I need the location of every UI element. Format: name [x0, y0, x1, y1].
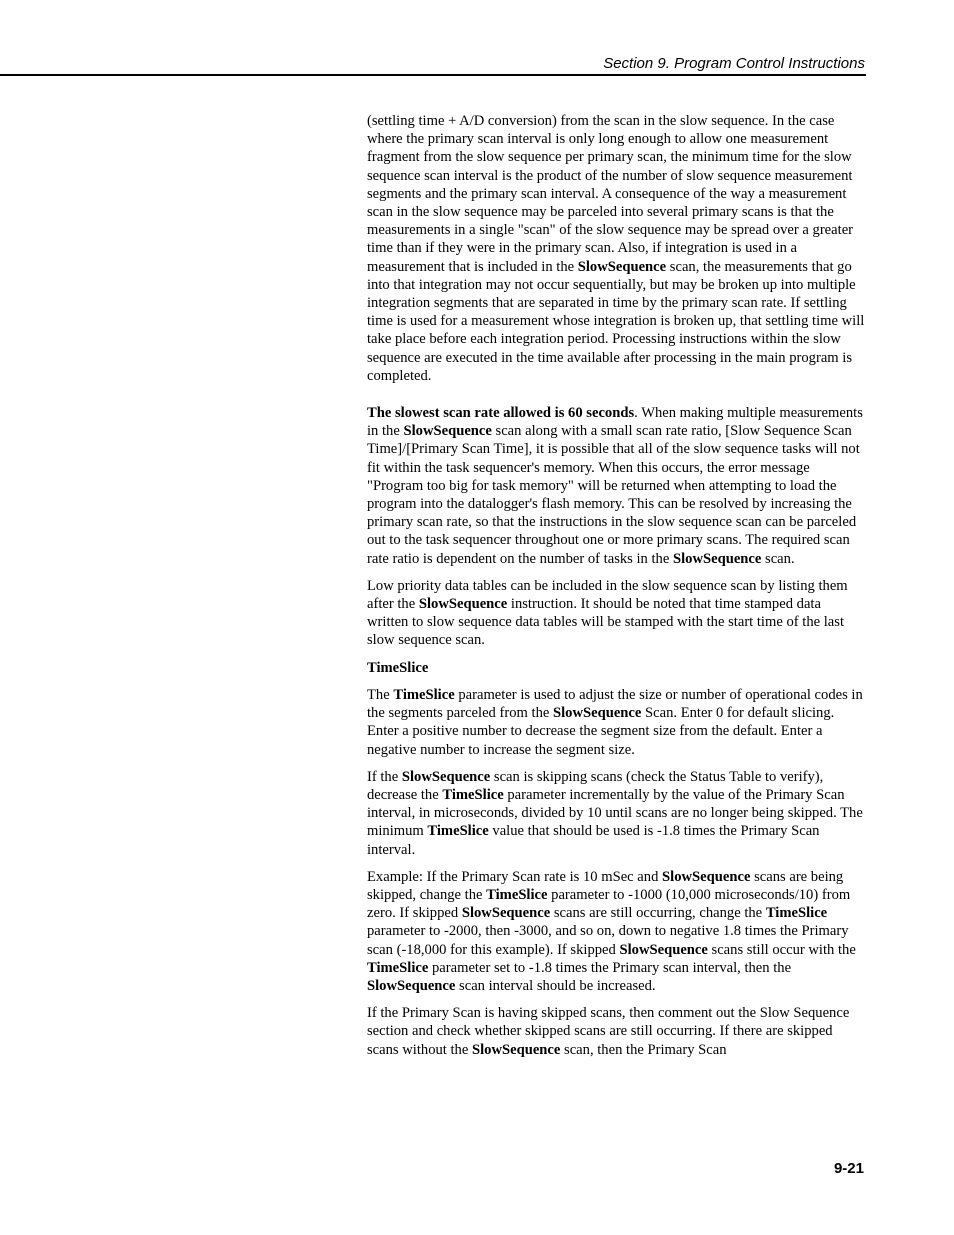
bold-term: SlowSequence — [403, 423, 492, 440]
bold-term: TimeSlice — [367, 659, 429, 676]
text-run: parameter to -2000, then -3000, and so on, down to negative 1.8 times the Primary scan (-18,000 for this example). If skipped — [367, 923, 849, 958]
text-run: scan. — [761, 550, 795, 567]
bold-term: SlowSequence — [553, 705, 642, 722]
text-run: scan, the measurements that go into that integration may not occur sequentially, but may be broken up into multiple integration segments that are separated in time by the primary scan rate. If settling time is used for a measurement whose integration is broken up, that settling time will take place before each integration period. Processing instructions within the slow sequence are executed in the time available after processing in the main program is completed. — [367, 258, 865, 384]
bold-term: TimeSlice — [486, 886, 548, 903]
text-run: The — [367, 686, 394, 703]
bold-term: SlowSequence — [461, 905, 551, 922]
bold-term: SlowSequence — [619, 941, 708, 958]
page-number: 9-21 — [833, 1160, 864, 1177]
bold-term: SlowSequence — [662, 868, 751, 885]
paragraph — [367, 868, 865, 995]
paragraph — [367, 577, 865, 650]
bold-term: SlowSequence — [672, 550, 762, 567]
paragraph — [367, 686, 865, 759]
text-run: If the Primary Scan is having skipped scans, then comment out the Slow Sequence section and check whether skipped scans are still occurring. If there are skipped scans without the — [367, 1005, 850, 1058]
text-run: instruction. It should be noted that time stamped data written to slow sequence data tables will be stamped with the start time of the last slow sequence scan. — [367, 596, 845, 649]
text-run: scan along with a small scan rate ratio, [Slow Sequence Scan Time]/[Primary Scan Time], it is possible that all of the slow sequence tasks will not fit within the task sequencer's memory. When this occurs, the error message "Program too big for task memory" will be returned when attempting to load the program into the datalogger's flash memory. This can be resolved by increasing the primary scan rate, so that the instructions in the slow sequence scan can be parceled out to the task sequencer throughout one or more primary scans. The required scan rate ratio is dependent on the number of tasks in the — [367, 423, 860, 567]
bold-term: TimeSlice — [393, 686, 455, 703]
paragraph — [367, 112, 865, 385]
subheading — [367, 659, 865, 677]
text-run: scans are being skipped, change the — [367, 868, 844, 903]
text-run: Low priority data tables can be included in the slow sequence scan by listing them after the — [367, 577, 848, 613]
bold-term: SlowSequence — [401, 768, 491, 785]
text-run: parameter incrementally by the value of the Primary Scan interval, in microseconds, divided by 10 until scans are no longer being skipped. The minimum — [367, 786, 863, 840]
text-run: scan is skipping scans (check the Status Table to verify), decrease the — [367, 768, 824, 803]
text-run: scan interval should be increased. — [455, 977, 656, 994]
section-header-title: Section 9. Program Control Instructions — [603, 55, 865, 72]
text-run: scans still occur with the — [707, 941, 856, 958]
text-run: . When making multiple measurements in the — [367, 405, 863, 440]
bold-term: TimeSlice — [765, 905, 828, 922]
body-text — [367, 112, 865, 1068]
text-run: parameter set to -1.8 times the Primary scan interval, then the — [428, 959, 792, 976]
text-run: Example: If the Primary Scan rate is 10 mSec and — [367, 868, 663, 885]
bold-term: The slowest scan rate allowed is 60 seconds — [367, 405, 635, 422]
paragraph — [367, 768, 865, 859]
bold-term: SlowSequence — [577, 258, 667, 275]
bold-term: SlowSequence — [471, 1041, 561, 1058]
bold-term: SlowSequence — [418, 596, 508, 613]
bold-term: TimeSlice — [442, 786, 504, 803]
paragraph — [367, 1004, 865, 1059]
text-run: parameter is used to adjust the size or number of operational codes in the segments parceled from the — [367, 686, 863, 722]
header-divider — [0, 74, 866, 76]
text-run: scan, then the Primary Scan — [560, 1041, 727, 1058]
text-run: value that should be used is -1.8 times the Primary Scan interval. — [367, 823, 820, 858]
text-run: (settling time + A/D conversion) from the scan in the slow sequence. In the case where the primary scan interval is only long enough to allow one measurement fragment from the slow sequence per primary scan, the minimum time for the slow sequence scan interval is the product of the number of slow sequence measurement segments and the primary scan interval. A consequence of the way a measurement scan in the slow sequence may be parceled into several primary scans is that the measurements in a single "scan" of the slow sequence may be spread over a greater time than if they were in the primary scan. Also, if integration is used in a measurement that is included in the — [367, 113, 854, 275]
bold-term: TimeSlice — [367, 959, 429, 976]
text-run: Scan. Enter 0 for default slicing. Enter a positive number to decrease the segment size from the default. Enter a negative number to increase the segment size. — [367, 705, 835, 758]
text-run: If the — [367, 768, 402, 785]
text-run: scans are still occurring, change the — [550, 905, 766, 922]
bold-term: TimeSlice — [427, 823, 489, 840]
paragraph — [367, 404, 865, 568]
bold-term: SlowSequence — [367, 977, 456, 994]
text-run: parameter to -1000 (10,000 microseconds/10) from zero. If skipped — [367, 886, 851, 922]
